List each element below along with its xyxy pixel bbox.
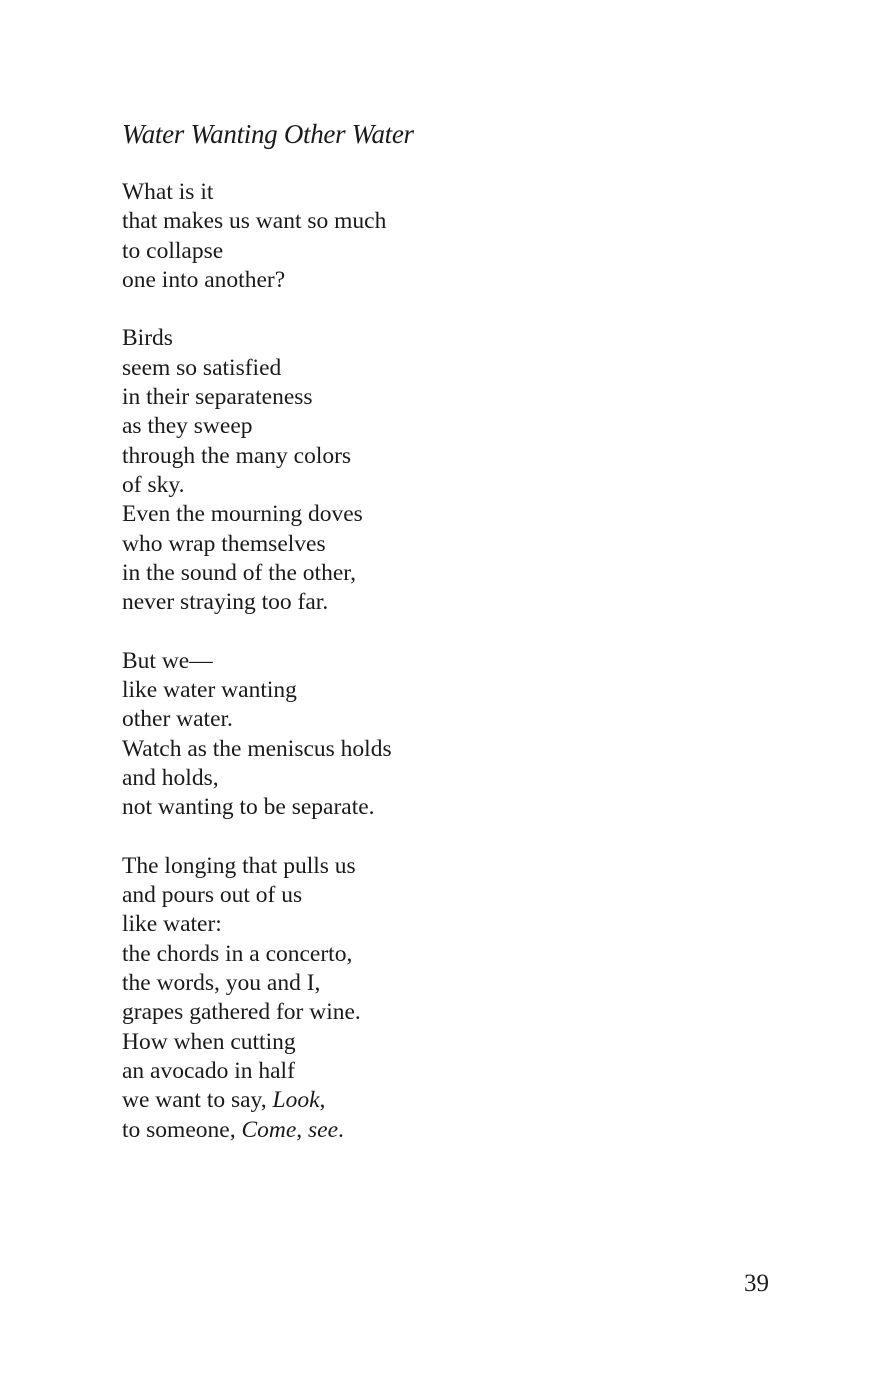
line-text: like water wanting	[122, 677, 297, 704]
poem-line	[122, 442, 392, 471]
line-punctuation: ,	[319, 1087, 326, 1114]
stanza	[122, 852, 392, 1145]
line-text: through the many colors	[122, 442, 352, 469]
page-number: 39	[744, 1270, 769, 1297]
line-text: one into another?	[122, 266, 286, 293]
line-text: not wanting to be separate.	[122, 794, 375, 821]
poem-line	[122, 237, 392, 266]
line-text: How when cutting	[122, 1028, 296, 1055]
line-text: of sky.	[122, 471, 185, 498]
line-text: an avocado in half	[122, 1057, 295, 1084]
poem-line	[122, 676, 392, 705]
poem-line	[122, 705, 392, 734]
stanza	[122, 178, 392, 295]
poem-line	[122, 940, 392, 969]
line-text: in the sound of the other,	[122, 559, 357, 586]
poem-line	[122, 881, 392, 910]
line-text: Birds	[122, 325, 173, 352]
poem-line	[122, 735, 392, 764]
line-text: like water:	[122, 911, 222, 938]
line-text: to collapse	[122, 237, 224, 264]
line-text: and pours out of us	[122, 882, 303, 909]
poem-line	[122, 998, 392, 1027]
poem-line	[122, 910, 392, 939]
stanza	[122, 647, 392, 823]
line-text: and holds,	[122, 764, 219, 791]
poem-line	[122, 1116, 392, 1145]
line-text: as they sweep	[122, 413, 253, 440]
line-text: Watch as the meniscus holds	[122, 735, 392, 762]
poem-line	[122, 500, 392, 529]
poem-line	[122, 764, 392, 793]
poem-line	[122, 530, 392, 559]
line-text: that makes us want so much	[122, 208, 387, 235]
line-italic-text: Come, see	[241, 1116, 339, 1143]
poem-line	[122, 178, 392, 207]
line-text: grapes gathered for wine.	[122, 999, 361, 1026]
poem-title: Water Wanting Other Water	[122, 119, 414, 149]
poem-line	[122, 471, 392, 500]
line-text: other water.	[122, 706, 233, 733]
line-text: the words, you and I,	[122, 970, 321, 997]
poem-line	[122, 383, 392, 412]
line-text: But we—	[122, 647, 213, 674]
line-text: never straying too far.	[122, 589, 329, 616]
poem-line	[122, 266, 392, 295]
poem-line	[122, 969, 392, 998]
poem-line	[122, 852, 392, 881]
line-text: the chords in a concerto,	[122, 940, 353, 967]
line-text: we want to say,	[122, 1087, 273, 1114]
stanza	[122, 324, 392, 617]
poem-line	[122, 1086, 392, 1115]
line-text: The longing that pulls us	[122, 852, 356, 879]
poem-line	[122, 647, 392, 676]
poem-line	[122, 1057, 392, 1086]
poem-line	[122, 412, 392, 441]
line-text: seem so satisfied	[122, 354, 282, 381]
line-text: Even the mourning doves	[122, 501, 363, 528]
line-text: in their separateness	[122, 384, 313, 411]
poem-line	[122, 207, 392, 236]
poem-line	[122, 354, 392, 383]
poem-line	[122, 1028, 392, 1057]
line-text: What is it	[122, 179, 214, 205]
line-text: who wrap themselves	[122, 530, 326, 557]
poem-line	[122, 793, 392, 822]
line-italic-text: Look	[272, 1087, 320, 1114]
line-text: to someone,	[122, 1116, 242, 1143]
poem-body	[122, 178, 392, 1145]
poem-line	[122, 588, 392, 617]
line-punctuation: .	[338, 1116, 344, 1143]
poem-line	[122, 324, 392, 353]
poem-line	[122, 559, 392, 588]
